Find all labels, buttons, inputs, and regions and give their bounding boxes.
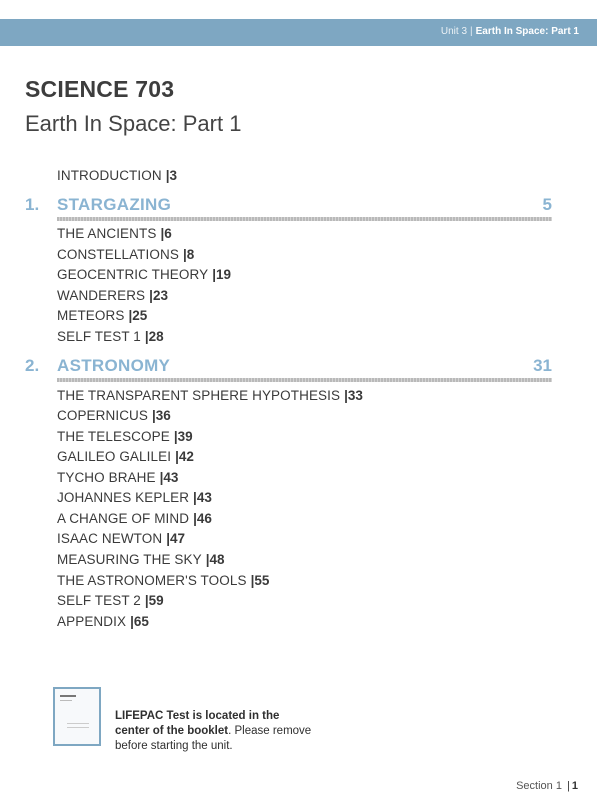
toc-item[interactable] <box>57 308 147 323</box>
toc-item[interactable] <box>57 614 149 629</box>
toc-item[interactable] <box>57 388 363 403</box>
toc-label: MEASURING THE SKY <box>57 552 202 567</box>
toc-item[interactable] <box>57 247 194 262</box>
toc-pipe: | <box>159 470 164 485</box>
toc-introduction[interactable] <box>57 168 177 183</box>
booklet-line <box>67 723 89 724</box>
toc-page: 23 <box>152 288 168 303</box>
toc-pipe: | <box>182 247 187 262</box>
toc-item[interactable] <box>57 267 231 282</box>
header-bar <box>0 19 597 46</box>
toc-item[interactable] <box>57 329 164 344</box>
toc-page: 6 <box>164 226 172 241</box>
toc-label: TYCHO BRAHE <box>57 470 156 485</box>
toc-pipe: | <box>212 267 217 282</box>
toc-label: A CHANGE OF MIND <box>57 511 190 526</box>
toc-page: 36 <box>155 408 171 423</box>
toc-page: 48 <box>209 552 225 567</box>
note-rest: . Please remove before starting the unit. <box>115 725 312 752</box>
running-header <box>441 26 579 37</box>
toc-label: COPERNICUS <box>57 408 149 423</box>
toc-page: 43 <box>196 490 212 505</box>
section-rule <box>57 217 552 221</box>
toc-label: GALILEO GALILEI <box>57 449 172 464</box>
toc-pipe: | <box>160 226 165 241</box>
toc-page: 42 <box>178 449 194 464</box>
section-page: 5 <box>542 195 552 214</box>
toc-label: JOHANNES KEPLER <box>57 490 190 505</box>
toc-item[interactable] <box>57 408 171 423</box>
toc-label: THE TRANSPARENT SPHERE HYPOTHESIS <box>57 388 341 403</box>
toc-label: WANDERERS <box>57 288 146 303</box>
course-code: SCIENCE 703 <box>25 76 175 102</box>
toc-label: THE ASTRONOMER'S TOOLS <box>57 573 247 588</box>
toc-page: 28 <box>148 329 164 344</box>
booklet-line <box>67 727 89 728</box>
toc-item[interactable] <box>57 573 269 588</box>
toc-label: APPENDIX <box>57 614 127 629</box>
course-title: Earth In Space: Part 1 <box>25 111 242 136</box>
toc-pipe: | <box>165 168 170 183</box>
toc-page: 43 <box>163 470 179 485</box>
footer-page-number: 1 <box>571 780 578 792</box>
toc-item[interactable] <box>57 552 225 567</box>
toc-label: CONSTELLATIONS <box>57 247 179 262</box>
toc-item[interactable] <box>57 226 172 241</box>
header-separator: | <box>470 26 473 37</box>
toc-item[interactable] <box>57 449 194 464</box>
header-unit: Unit 3 <box>440 26 468 37</box>
section-rule <box>57 378 552 382</box>
toc-label: GEOCENTRIC THEORY <box>57 267 209 282</box>
toc-page: 59 <box>148 593 164 608</box>
toc-item[interactable] <box>57 531 185 546</box>
toc-label: ISAAC NEWTON <box>57 531 163 546</box>
toc-item[interactable] <box>57 429 193 444</box>
toc-page: 65 <box>133 614 149 629</box>
toc-item[interactable] <box>57 490 212 505</box>
section-heading-stargazing[interactable] <box>25 195 552 221</box>
booklet-title-mark <box>60 695 76 697</box>
toc-pipe: | <box>193 490 197 505</box>
toc-page: 19 <box>216 267 232 282</box>
toc-pipe: | <box>166 531 170 546</box>
toc-item[interactable] <box>57 470 178 485</box>
toc-page: 39 <box>177 429 193 444</box>
toc-page: 33 <box>347 388 363 403</box>
toc-pipe: | <box>193 511 197 526</box>
toc-pipe: | <box>144 593 149 608</box>
toc-item[interactable] <box>57 593 164 608</box>
toc-label: THE ANCIENTS <box>57 226 157 241</box>
header-title: Earth In Space: Part 1 <box>475 26 579 37</box>
section-name: STARGAZING <box>57 195 172 214</box>
section-page: 31 <box>533 356 552 375</box>
section-name: ASTRONOMY <box>57 356 171 375</box>
section-number: 1. <box>25 195 40 214</box>
toc-label: SELF TEST 1 <box>57 329 141 344</box>
footer-separator: | <box>567 780 570 792</box>
toc-page: 47 <box>170 531 186 546</box>
toc-label: METEORS <box>57 308 125 323</box>
toc-pipe: | <box>128 308 133 323</box>
booklet-line <box>60 700 72 701</box>
toc-page: 3 <box>169 168 177 183</box>
toc-pipe: | <box>173 429 178 444</box>
toc-item[interactable] <box>57 511 212 526</box>
toc-pipe: | <box>175 449 179 464</box>
booklet-thumbnail <box>53 687 101 746</box>
lifepac-note <box>115 709 315 754</box>
toc-page: 25 <box>132 308 148 323</box>
toc-page: 55 <box>254 573 270 588</box>
section-number: 2. <box>25 356 40 375</box>
section-heading-astronomy[interactable] <box>25 356 552 382</box>
toc-pipe: | <box>152 408 156 423</box>
toc-pipe: | <box>344 388 348 403</box>
toc-page: 46 <box>196 511 212 526</box>
toc-label: INTRODUCTION <box>57 168 162 183</box>
toc-pipe: | <box>144 329 149 344</box>
toc-pipe: | <box>149 288 153 303</box>
toc-pipe: | <box>205 552 210 567</box>
footer-section: Section 1 <box>516 780 562 792</box>
toc-page: 8 <box>186 247 195 262</box>
toc-pipe: | <box>130 614 134 629</box>
toc-label: THE TELESCOPE <box>57 429 170 444</box>
toc-pipe: | <box>250 573 255 588</box>
toc-item[interactable] <box>57 288 168 303</box>
note-bold: LIFEPAC Test is located in the center of the booklet <box>115 710 280 737</box>
page-footer <box>516 780 578 792</box>
toc-label: SELF TEST 2 <box>57 593 141 608</box>
